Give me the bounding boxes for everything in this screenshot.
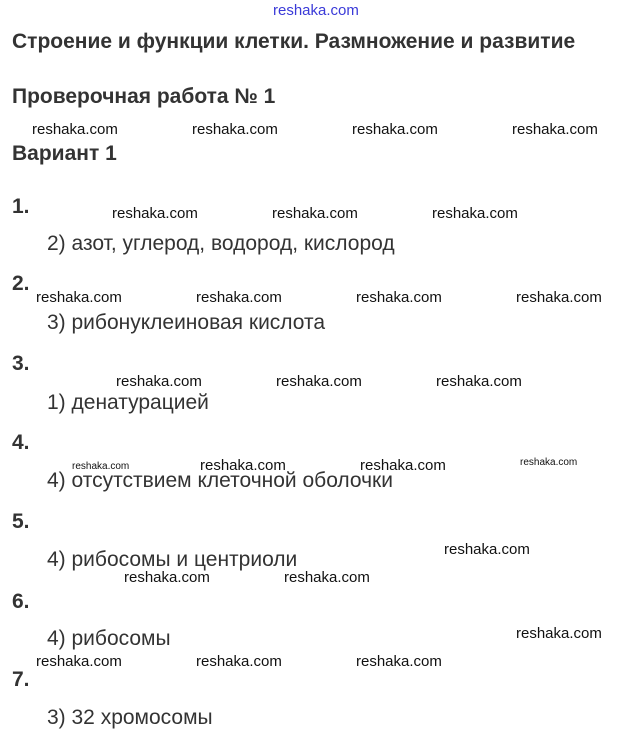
question-number: 7.: [12, 668, 30, 691]
watermark: reshaka.com: [272, 205, 358, 222]
question-answer: 3) рибонуклеиновая кислота: [47, 311, 326, 334]
watermark: reshaka.com: [436, 373, 522, 390]
watermark: reshaka.com: [356, 289, 442, 306]
watermark: reshaka.com: [360, 457, 446, 474]
watermark: reshaka.com: [116, 373, 202, 390]
watermark: reshaka.com: [516, 289, 602, 306]
question-answer: 3) 32 хромосомы: [47, 706, 213, 729]
watermark: reshaka.com: [520, 457, 578, 468]
watermark: reshaka.com: [36, 289, 122, 306]
question-number: 4.: [12, 431, 30, 454]
watermark: reshaka.com: [432, 205, 518, 222]
watermark: reshaka.com: [72, 461, 130, 472]
watermark: reshaka.com: [444, 541, 530, 558]
watermark: reshaka.com: [196, 289, 282, 306]
watermark: reshaka.com: [356, 653, 442, 670]
watermark: reshaka.com: [516, 625, 602, 642]
question-answer: 4) рибосомы: [47, 627, 171, 650]
question-number: 2.: [12, 272, 30, 295]
watermark: reshaka.com: [196, 653, 282, 670]
variant-title: Вариант 1: [12, 142, 117, 165]
watermark: reshaka.com: [352, 121, 438, 138]
question-number: 1.: [12, 195, 30, 218]
document-title: Строение и функции клетки. Размножение и развитие: [12, 30, 576, 53]
watermark: reshaka.com: [200, 457, 286, 474]
watermark: reshaka.com: [36, 653, 122, 670]
watermark: reshaka.com: [32, 121, 118, 138]
watermark: reshaka.com: [512, 121, 598, 138]
question-number: 5.: [12, 510, 30, 533]
watermark: reshaka.com: [124, 569, 210, 586]
question-answer: 2) азот, углерод, водород, кислород: [47, 232, 395, 255]
watermark: reshaka.com: [276, 373, 362, 390]
watermark: reshaka.com: [192, 121, 278, 138]
site-header-link[interactable]: reshaka.com: [273, 2, 359, 19]
question-answer: 1) денатурацией: [47, 391, 209, 414]
question-number: 3.: [12, 352, 30, 375]
question-answer: 4) рибосомы и центриоли: [47, 548, 298, 571]
question-number: 6.: [12, 590, 30, 613]
watermark: reshaka.com: [112, 205, 198, 222]
watermark: reshaka.com: [284, 569, 370, 586]
work-title: Проверочная работа № 1: [12, 85, 276, 108]
question-answer: 4) отсутствием клеточной оболочки: [47, 469, 393, 492]
